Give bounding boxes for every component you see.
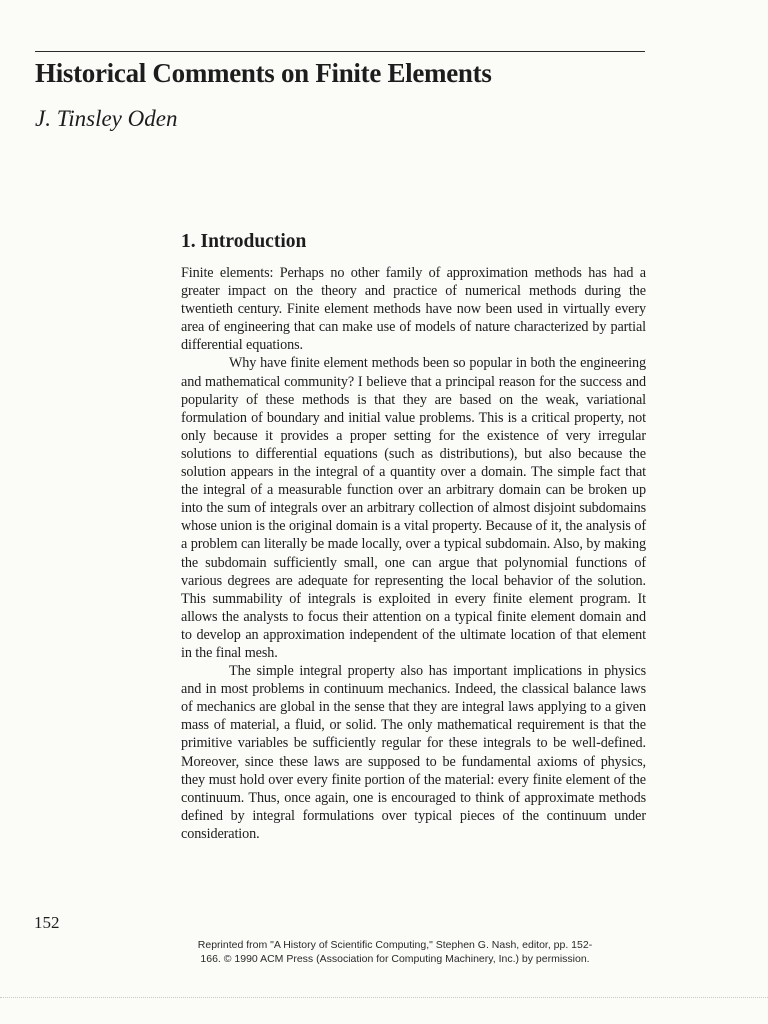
paragraph-1: Finite elements: Perhaps no other family of approximation methods has had a greater impact on the theory and practice of numerical methods during the twentieth century. Finite element methods have now been used in virtually every area of engineering that can make use of models of nature characterized by partial differential equations. (181, 265, 646, 354)
page-number: 152 (34, 913, 60, 932)
paragraph-2: Why have finite element methods been so popular in both the engineering and mathematical community? I believe that a principal reason for the success and popularity of these methods is that they are based on the weak, variational formulation of boundary and initial value problems. This is a critical property, not only because it provides a proper setting for the existence of very irregular solutions to differential equations (such as distributions), but also because the solution appears in the integral of a quantity over a domain. The simple fact that the integral of a measurable function over an arbitrary domain can be broken up into the sum of integrals over an arbitrary collection of almost disjoint subdomains whose union is the original domain is a vital property. Because of it, the analysis of a problem can literally be made locally, over a typical subdomain. Also, by making the subdomain sufficiently small, one can argue that polynomial functions of various degrees are adequate for representing the local behavior of the solution. This summability of integrals is exploited in every finite element program. It allows the analysts to focus their attention on a typical finite element domain and to develop an approximation independent of the ultimate location of that element in the final mesh. (181, 355, 646, 661)
author-name: J. Tinsley Oden (35, 106, 178, 131)
reprint-note: Reprinted from "A History of Scientific Computing," Stephen G. Nash, editor, pp. 152-166. © 1990 ACM Press (Association for Computing Machinery, Inc.) by permission. (197, 939, 593, 965)
body-text (181, 264, 646, 843)
section-heading: 1. Introduction (181, 231, 307, 252)
scan-edge-rule (0, 997, 768, 998)
top-rule (35, 51, 645, 52)
article-title: Historical Comments on Finite Elements (35, 58, 492, 88)
paragraph-3: The simple integral property also has important implications in physics and in most problems in continuum mechanics. Indeed, the classical balance laws of mechanics are global in the sense that they are integral laws applying to a given mass of material, a fluid, or solid. The only mathematical requirement is that the primitive variables be sufficiently regular for these integrals to be well-defined. Moreover, since these laws are supposed to be fundamental axioms of physics, they must hold over every finite portion of the material: every finite element of the continuum. Thus, once again, one is encouraged to think of approximate methods defined by integral formulations over typical pieces of the continuum under consideration. (181, 663, 646, 842)
